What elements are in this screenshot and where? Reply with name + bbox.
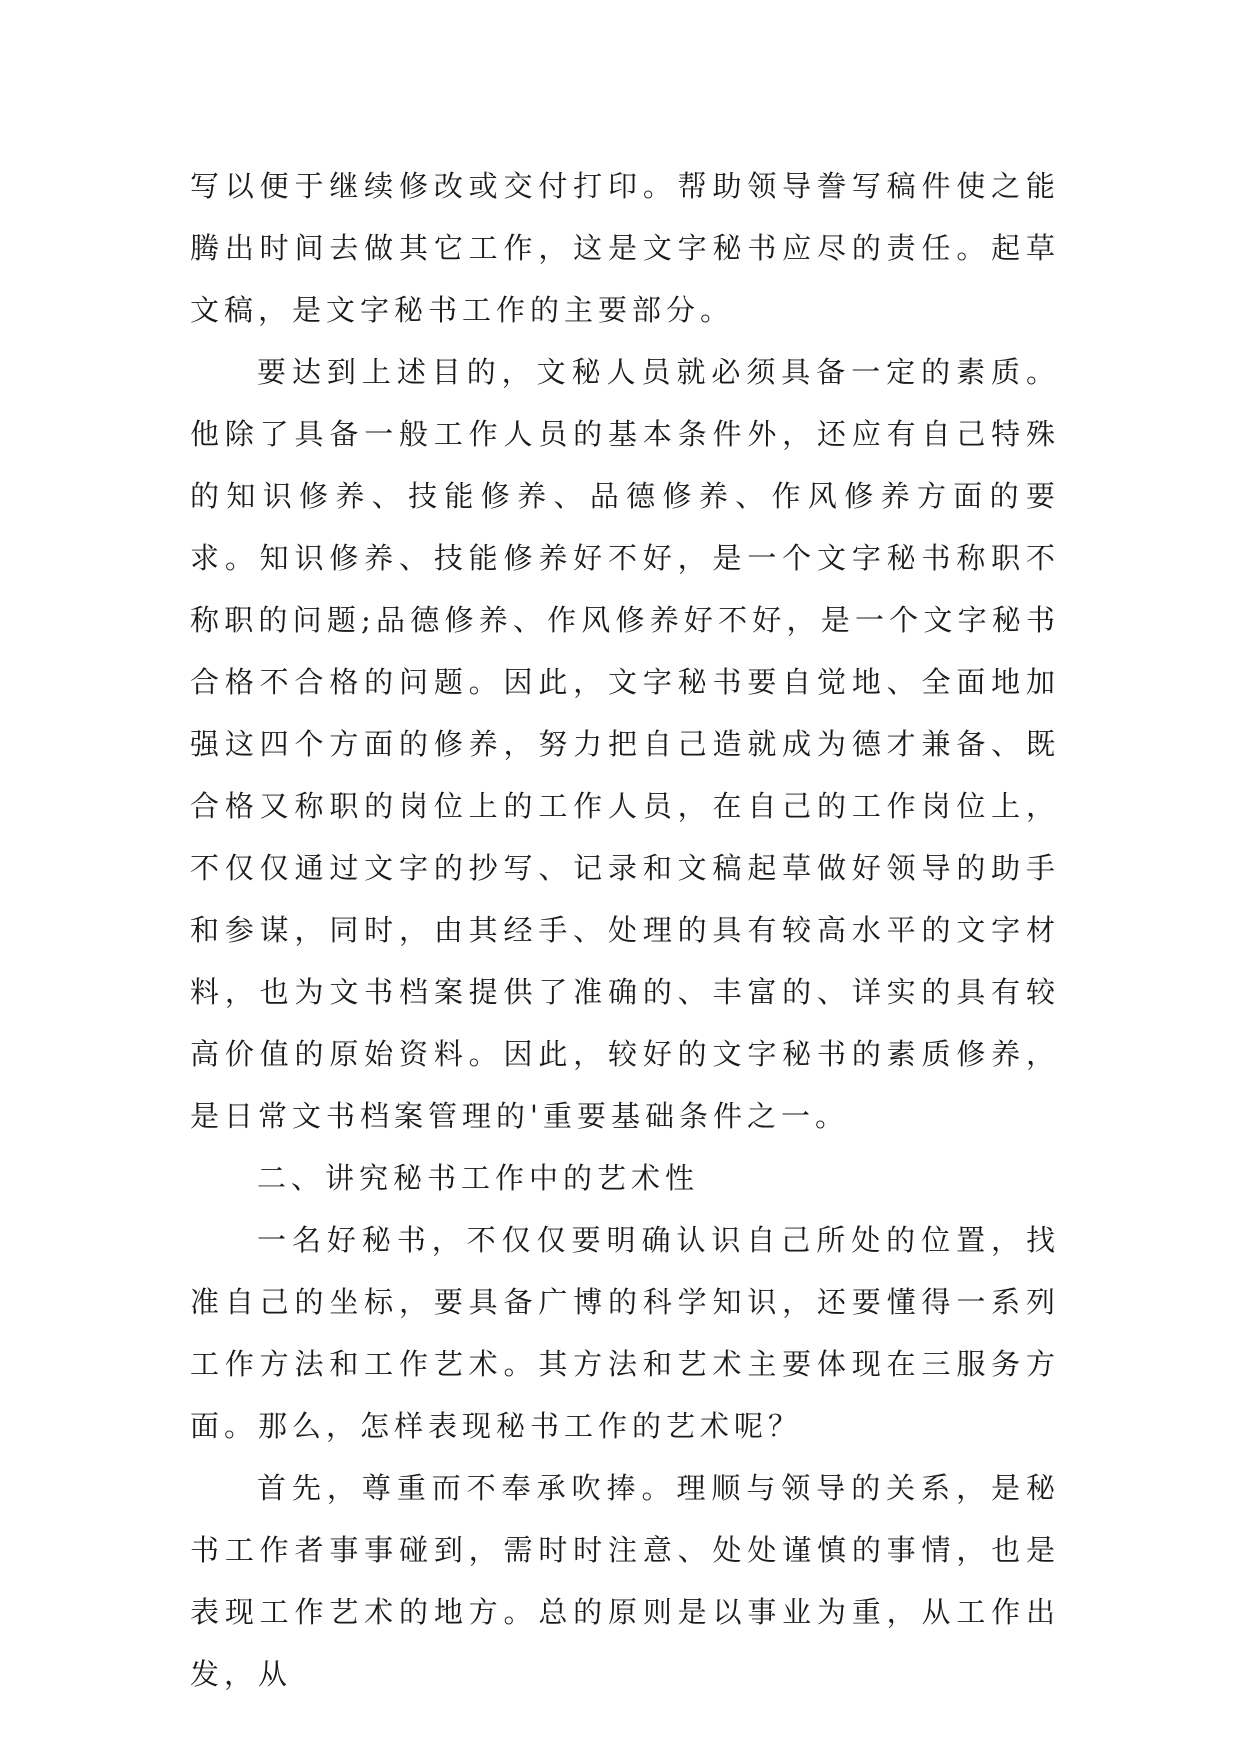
paragraph-methods: 一名好秘书，不仅仅要明确认识自己所处的位置，找准自己的坐标，要具备广博的科学知识，还要懂得一系列工作方法和工作艺术。其方法和艺术主要体现在三服务方面。那么，怎样表现秘书工作的艺术呢？ (190, 1223, 1060, 1443)
paragraph-continued: 写以便于继续修改或交付打印。帮助领导誊写稿件使之能腾出时间去做其它工作，这是文字秘书应尽的责任。起草文稿，是文字秘书工作的主要部分。 (190, 169, 1060, 327)
document-body (190, 155, 1060, 1705)
paragraph-respect: 首先，尊重而不奉承吹捧。理顺与领导的关系，是秘书工作者事事碰到，需时时注意、处处谨慎的事情，也是表现工作艺术的地方。总的原则是以事业为重，从工作出发，从 (190, 1471, 1060, 1691)
paragraph-qualities: 要达到上述目的，文秘人员就必须具备一定的素质。他除了具备一般工作人员的基本条件外，还应有自己特殊的知识修养、技能修养、品德修养、作风修养方面的要求。知识修养、技能修养好不好，是一个文字秘书称职不称职的问题;品德修养、作风修养好不好，是一个文字秘书合格不合格的问题。因此，文字秘书要自觉地、全面地加强这四个方面的修养，努力把自己造就成为德才兼备、既合格又称职的岗位上的工作人员，在自己的工作岗位上，不仅仅通过文字的抄写、记录和文稿起草做好领导的助手和参谋，同时，由其经手、处理的具有较高水平的文字材料，也为文书档案提供了准确的、丰富的、详实的具有较高价值的原始资料。因此，较好的文字秘书的素质修养，是日常文书档案管理的'重要基础条件之一。 (190, 355, 1060, 1133)
section-heading: 二、讲究秘书工作中的艺术性 (257, 1161, 700, 1195)
